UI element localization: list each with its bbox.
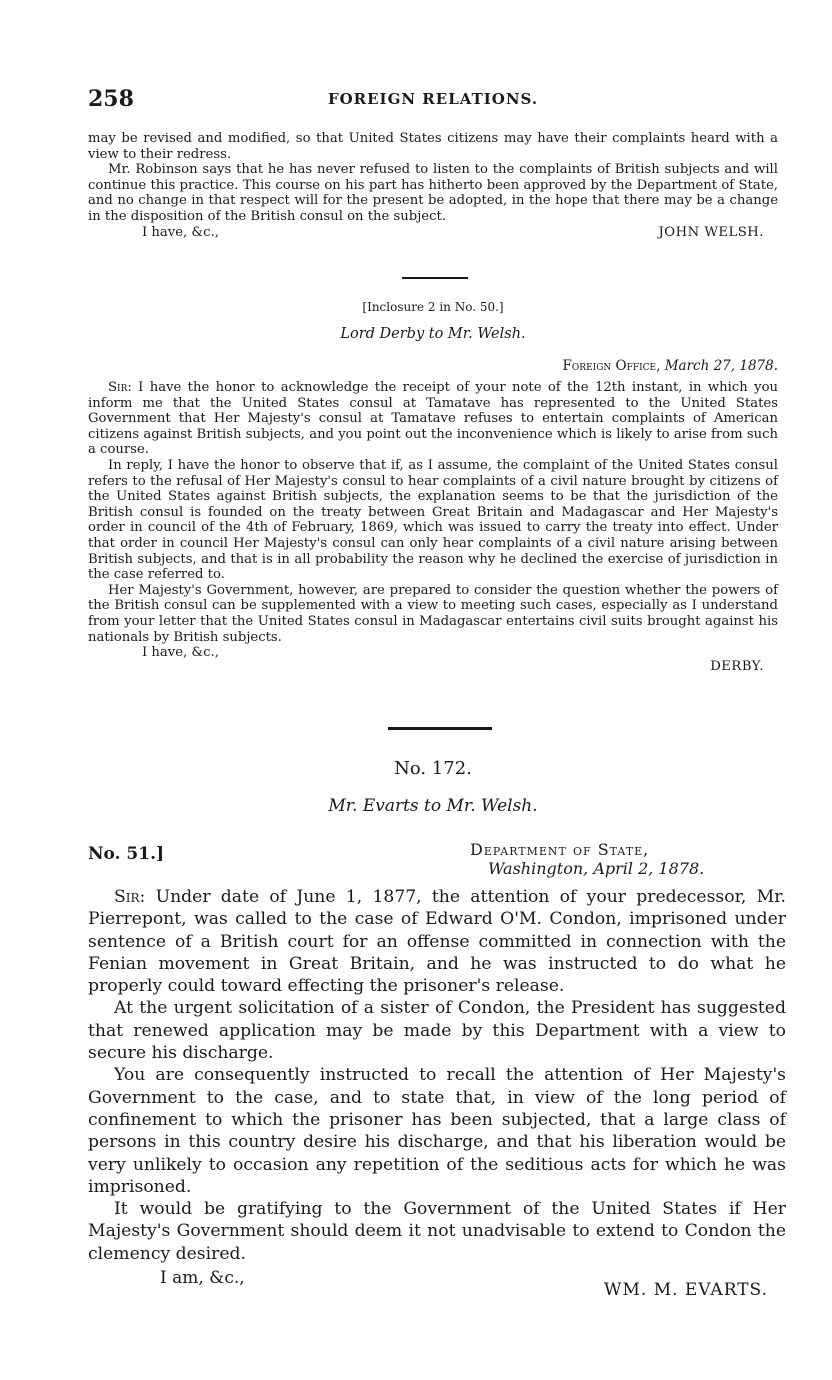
reference-number: No. 51.] <box>88 844 165 864</box>
robinson-paragraph: Mr. Robinson says that he has never refused to listen to the complaints of British subjects and will continue this practice. This course on his part has hitherto been approved by the Department of State, and no change in that respect will for the present be adopted, in the hope that there may be a change in the disposition of the British consul on the subject. <box>88 162 778 224</box>
evarts-signoff <box>88 1268 768 1300</box>
welsh-signoff <box>88 225 778 241</box>
derby-signoff <box>88 645 778 675</box>
separator-rule <box>388 727 492 730</box>
document-number: No. 172. <box>394 758 472 779</box>
salutation: Sir: <box>108 380 132 395</box>
signature: WM. M. EVARTS. <box>604 1280 768 1300</box>
enclosure-dateline <box>88 358 778 374</box>
evarts-paragraph-1: Sir: Under date of June 1, 1877, the attention of your predecessor, Mr. Pierrepont, was called to the case of Edward O'M. Condon, imprisoned under sentence of a British court for an offense committed in connection with the Fenian movement in Great Britain, and he was instructed to do what he properly could toward effecting the prisoner's release. <box>88 887 787 997</box>
evarts-paragraph-4: It would be gratifying to the Government of the United States if Her Majesty's Government should deem it not unadvisable to extend to Condon the clemency desired. <box>88 1199 786 1264</box>
signature: DERBY. <box>710 659 764 675</box>
page-header <box>88 86 778 112</box>
department: Department of State, <box>470 840 650 859</box>
date: March 27, 1878. <box>664 358 778 374</box>
document-heading: Mr. Evarts to Mr. Welsh. <box>328 796 538 816</box>
evarts-paragraph-2: At the urgent solicitation of a sister of Condon, the President has suggested that renewed application may be made by this Department with a view to secure his discharge. <box>88 998 786 1064</box>
signature: JOHN WELSH. <box>658 224 764 240</box>
evarts-paragraph-3: You are consequently instructed to recall the attention of Her Majesty's Government to the case, and to state that, in view of the long period of confinement to which the prisoner has been subjected, that a large class of persons in this country desire his discharge, and that his liberation would be very unlikely to occasion any repetition of the seditious acts for which he was imprisoned. <box>88 1065 786 1197</box>
derby-letter <box>88 380 778 675</box>
place: Foreign Office, <box>562 358 661 374</box>
enclosure-heading: Lord Derby to Mr. Welsh. <box>340 326 526 342</box>
page-number: 258 <box>88 86 134 112</box>
separator-rule <box>402 277 468 279</box>
closing: I am, &c., <box>160 1268 245 1288</box>
department-dateline <box>470 840 770 878</box>
continuation-paragraph: may be revised and modified, so that United States citizens may have their complaints heard with a view to their redress. <box>88 131 778 162</box>
derby-paragraph-1: Sir: I have the honor to acknowledge the receipt of your note of the 12th instant, in which you inform me that the United States consul at Tamatave has represented to the United States Government that Her Majesty's consul at Tamatave refuses to entertain complaints of American citizens against British subjects, and you point out the inconvenience which is likely to arise from such a course. <box>88 380 778 458</box>
enclosure-label: [Inclosure 2 in No. 50.] <box>362 300 504 314</box>
welsh-letter-end <box>88 131 778 241</box>
derby-paragraph-2: In reply, I have the honor to observe that if, as I assume, the complaint of the United States consul refers to the refusal of Her Majesty's consul to hear complaints of a civil nature brought by citizens of the United States against British subjects, the explanation seems to be that the jurisdiction of the British consul is founded on the treaty between Great Britain and Madagascar and Her Majesty's order in council of the 4th of February, 1869, which was issued to carry the treaty into effect. Under that order in council Her Majesty's consul can only hear complaints of a civil nature arising between British subjects, and that is in all probability the reason why he declined the exercise of jurisdiction in the case referred to. <box>88 457 778 583</box>
closing: I have, &c., <box>142 224 219 240</box>
evarts-letter <box>88 886 786 1265</box>
closing: I have, &c., <box>142 645 219 661</box>
derby-paragraph-3: Her Majesty's Government, however, are prepared to consider the question whether the powers of the British consul can be supplemented with a view to meeting such cases, especially as I understand from your letter that the United States consul in Madagascar entertains civil suits brought against his nationals by British subjects. <box>88 582 778 645</box>
running-title: FOREIGN RELATIONS. <box>327 90 539 108</box>
salutation: Sir: <box>114 887 146 907</box>
place-date: Washington, April 2, 1878. <box>488 859 705 878</box>
